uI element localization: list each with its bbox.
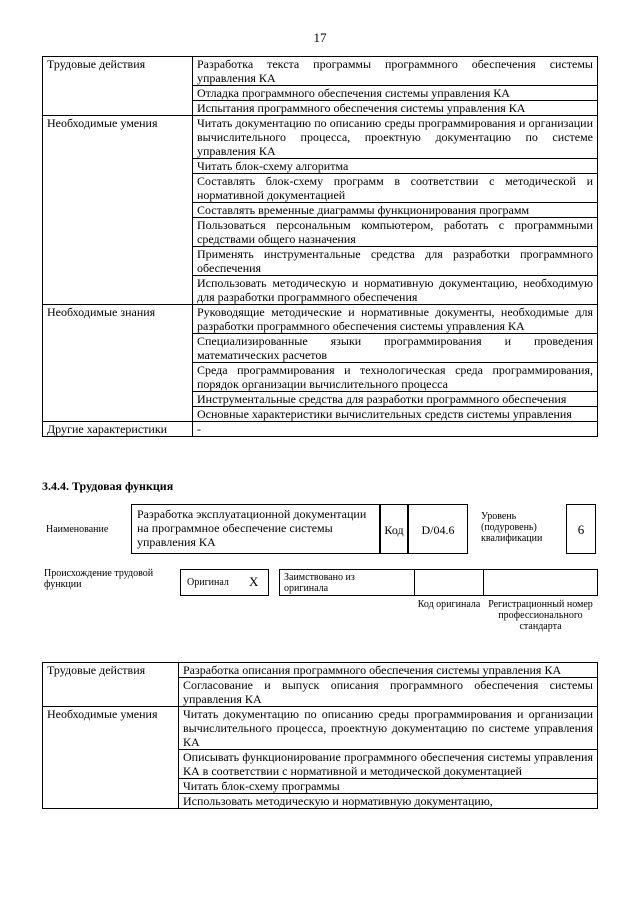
requirement-item: Применять инструментальные средства для разработки программного обеспечения xyxy=(193,247,598,276)
requirement-item: Отладка программного обеспечения системы управления КА xyxy=(193,86,598,101)
requirement-item: Инструментальные средства для разработки программного обеспечения xyxy=(193,392,598,407)
table-row xyxy=(43,116,598,159)
original-mark: X xyxy=(249,574,259,589)
section-heading: 3.4.4. Трудовая функция xyxy=(42,479,174,493)
code-value-box xyxy=(408,504,468,554)
requirement-item: Разработка текста программы программного обеспечения системы управления КА xyxy=(193,57,598,86)
code-label-box xyxy=(380,504,408,554)
original-code-box xyxy=(414,569,484,596)
requirement-item: Среда программирования и технологическая среда программирования, порядок организации вычислительного процесса xyxy=(193,363,598,392)
function-name-value: Разработка эксплуатационной документации на программное обеспечение системы управления КА xyxy=(137,507,367,549)
requirement-item: - xyxy=(193,422,598,437)
code-label: Код xyxy=(384,523,404,537)
labor-function-table-1 xyxy=(42,56,598,437)
labor-function-table-2 xyxy=(42,662,598,809)
level-label: Уровень (подуровень) квалификации xyxy=(481,511,543,544)
table-row xyxy=(43,663,598,678)
table-row xyxy=(43,305,598,334)
page-number: 17 xyxy=(313,30,327,45)
requirement-item: Использовать методическую и нормативную документацию, необходимую для разработки программного обеспечения xyxy=(193,276,598,305)
requirement-item: Составлять временные диаграммы функционирования программ xyxy=(193,203,598,218)
requirement-item: Пользоваться персональным компьютером, работать с программными средствами общего назначения xyxy=(193,218,598,247)
table-row xyxy=(43,57,598,86)
function-name-box xyxy=(131,504,380,554)
requirement-item: Использовать методическую и нормативную документацию, xyxy=(179,794,598,809)
row-group-label: Необходимые умения xyxy=(43,707,179,809)
code-value: D/04.6 xyxy=(421,523,455,537)
registration-number-box xyxy=(483,569,598,596)
requirement-item: Описывать функционирование программного обеспечения системы управления КА в соответствии с нормативной и методической документацией xyxy=(179,750,598,779)
original-code-caption: Код оригинала xyxy=(417,599,481,610)
requirement-item: Читать документацию по описанию среды программирования и организации вычислительного процесса, проектную документацию по системе управления КА xyxy=(179,707,598,750)
row-group-label: Необходимые умения xyxy=(43,116,193,305)
requirement-item: Основные характеристики вычислительных средств системы управления xyxy=(193,407,598,422)
requirement-item: Читать блок-схему программы xyxy=(179,779,598,794)
level-value: 6 xyxy=(577,522,585,537)
original-label: Оригинал xyxy=(187,577,229,588)
level-value-box xyxy=(566,504,596,554)
requirement-item: Читать блок-схему алгоритма xyxy=(193,159,598,174)
row-group-label: Трудовые действия xyxy=(43,663,179,707)
row-group-label: Необходимые знания xyxy=(43,305,193,422)
borrowed-label: Заимствовано из оригинала xyxy=(284,572,355,594)
name-label: Наименование xyxy=(46,524,109,535)
row-group-label: Другие характеристики xyxy=(43,422,193,437)
requirement-item: Разработка описания программного обеспечения системы управления КА xyxy=(179,663,598,678)
requirement-item: Руководящие методические и нормативные документы, необходимые для разработки программного обеспечения системы управления КА xyxy=(193,305,598,334)
requirement-item: Составлять блок-схему программ в соответствии с методической и нормативной документацией xyxy=(193,174,598,203)
requirement-item: Согласование и выпуск описания программного обеспечения системы управления КА xyxy=(179,678,598,707)
requirement-item: Читать документацию по описанию среды программирования и организации вычислительного процесса, проектную документацию по системе управления КА xyxy=(193,116,598,159)
requirement-item: Испытания программного обеспечения системы управления КА xyxy=(193,101,598,116)
registration-number-caption: Регистрационный номер профессионального стандарта xyxy=(488,599,593,632)
borrowed-box xyxy=(279,569,415,596)
original-box xyxy=(180,569,269,596)
row-group-label: Трудовые действия xyxy=(43,57,193,116)
table-row xyxy=(43,707,598,750)
table-row xyxy=(43,422,598,437)
origin-label: Происхождение трудовой функции xyxy=(44,568,154,590)
requirement-item: Специализированные языки программирования и проведения математических расчетов xyxy=(193,334,598,363)
